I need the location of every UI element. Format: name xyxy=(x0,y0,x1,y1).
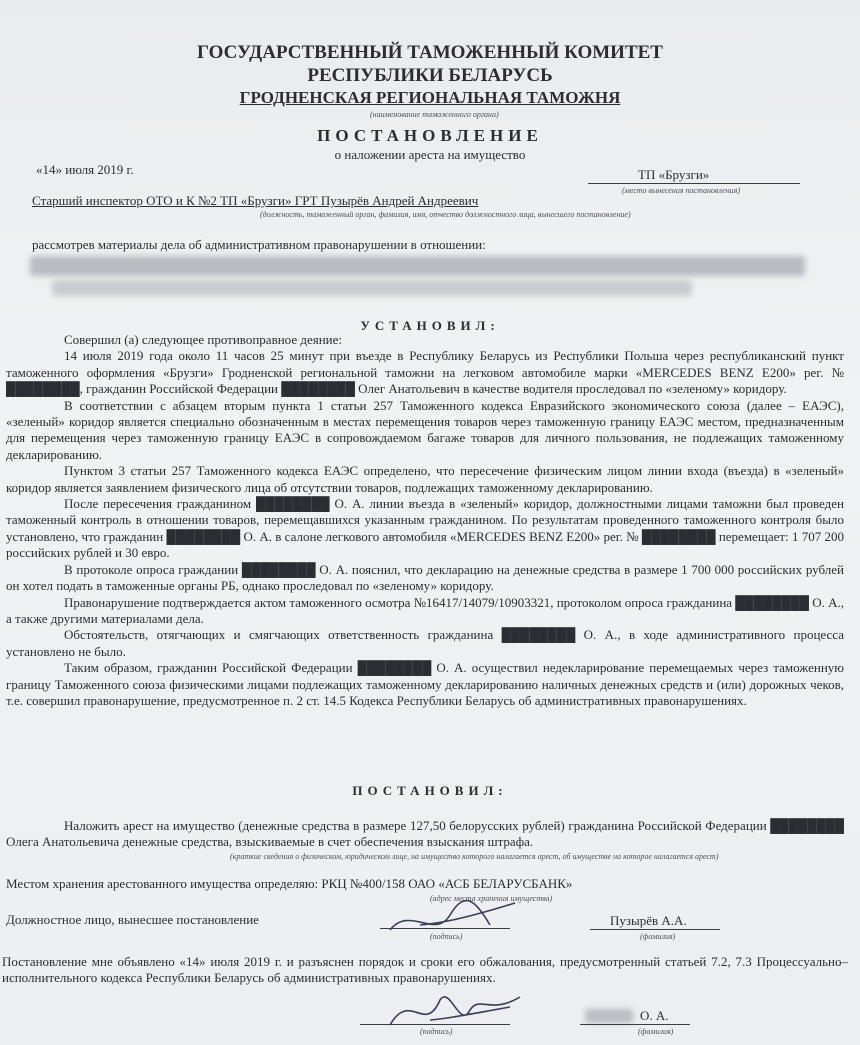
paragraph-article-257: Пунктом 3 статьи 257 Таможенного кодекса ЕАЭС определено, что пересечение физическим лицом линии входа (въезда) в «зеленый» коридор является заявлением физического лица об отсутствии товаров, подлежащих таможенному декларированию. xyxy=(6,463,844,495)
recipient-sign-caption: (подпись) xyxy=(420,1027,453,1036)
redacted-name-line xyxy=(30,256,805,276)
signer-sign-caption: (подпись) xyxy=(430,932,463,941)
customs-authority-caption: (наименование таможенного органа) xyxy=(370,110,499,119)
document-place: ТП «Брузги» xyxy=(638,167,710,182)
paragraph-interview: В протоколе опроса граждании ████████ О. А. пояснил, что декларацию на денежные средства в размере 1 700 000 российских рублей он хотел подать в таможенные органы РБ, однако проследовал по «зеленому» коридору. xyxy=(6,561,844,594)
committee-title-line2: РЕСПУБЛИКИ БЕЛАРУСЬ xyxy=(307,65,553,86)
redacted-details-line xyxy=(52,280,692,296)
intro-line: рассмотрев материалы дела об административном правонарушении в отношении: xyxy=(32,237,486,252)
paragraph-evidence: Правонарушение подтверждается актом таможенного осмотра №16417/14079/10903321, протоколом опроса гражданина ████████ О. А., а также другими материалами дела. xyxy=(6,594,845,626)
place-caption: (место вынесения постановления) xyxy=(622,186,740,195)
storage-caption: (адрес места хранения имущества) xyxy=(430,894,553,903)
recipient-name-line xyxy=(580,1024,690,1025)
recipient-name: О. А. xyxy=(640,1008,669,1023)
paragraph-inspection: После пересечения гражданином ████████ О. А. линии въезда в «зеленый» коридор, должностными лицами таможни был проведен таможенный контроль в отношении товаров, перемещавшихся указанным гражданином. По результатам проведенного таможенного контроля было установлено, что гражданин ████████ О. А. в салоне легкового автомобиля «MERCEDES BENZ E200» рег. № ████████ перемещает: 1 707 200 российских рублей и 30 евро. xyxy=(6,496,844,561)
announcement-text: Постановление мне объявлено «14» июля 2019 г. и разъяснен порядок и сроки его обжалования, предусмотренный статьей 7.2, 7.3 Процессуально–исполнительного кодекса Республики Беларусь об административных правонарушениях. xyxy=(2,954,848,986)
official-line: Старший инспектор ОТО и К №2 ТП «Брузги» ГРТ Пузырёв Андрей Андреевич xyxy=(32,193,479,208)
document-subtitle: о наложении ареста на имущество xyxy=(334,147,526,162)
paragraph-event: 14 июля 2019 года около 11 часов 25 минут при въезде в Республику Беларусь из Республики Польша через республиканский пункт таможенного оформления «Брузги» Гродненской региональной таможни на легковом автомобиле марки «MERCEDES BENZ E200» рег. № ████████, гражданин Российской Федерации ████████ Олег Анатольевич в качестве водителя проследовал по «зеленому» коридору. xyxy=(6,348,844,397)
recipient-redacted-surname xyxy=(585,1009,633,1023)
signer-name-line xyxy=(590,929,720,930)
paragraph-intro: Совершил (а) следующее противоправное деяние: xyxy=(64,332,343,347)
signer-name: Пузырёв А.А. xyxy=(610,913,687,928)
document-title: ПОСТАНОВЛЕНИЕ xyxy=(317,126,543,145)
decision-text: Наложить арест на имущество (денежные средства в размере 127,50 белорусских рублей) гражданина Российской Федерации ████████ Олега Анатольевича денежные средства, взыскиваемые в счет обеспечения взыскания штрафа. xyxy=(6,818,844,850)
paragraph-green-corridor: В соответствии с абзацем вторым пункта 1 статьи 257 Таможенного кодекса Евразийского экономического союза (далее – ЕАЭС), «зеленый» коридор является специально обозначенным в местах перемещения товаров через таможенную границу ЕАЭС местом, предназначенным для перемещения через таможенную границу ЕАЭС в сопровождаемом багаже товаров для личного пользования, не подлежащих таможенному декларированию. xyxy=(6,397,844,462)
recipient-name-caption: (фамилия) xyxy=(638,1027,674,1036)
recipient-sign-line xyxy=(360,1024,510,1025)
paragraph-conclusion: Таким образом, гражданин Российской Федерации ████████ О. А. осуществил недекларирование перемещаемых через таможенную границу Таможенного союза физическими лицами подлежащих таможенному декларированию наличных денежных средств и (или) дорожных чеков, т.е. совершил правонарушение, предусмотренное п. 2 ст. 14.5 Кодекса Республики Беларусь об административных правонарушениях. xyxy=(6,660,844,708)
section-decided-heading: ПОСТАНОВИЛ: xyxy=(352,783,508,798)
signer-name-caption: (фамилия) xyxy=(640,932,676,941)
section-established-heading: УСТАНОВИЛ: xyxy=(360,318,500,333)
storage-line: Местом хранения арестованного имущества определяю: РКЦ №400/158 ОАО «АСБ БЕЛАРУСБАНК» xyxy=(6,876,573,891)
signer-signature-image xyxy=(380,895,520,950)
signer-label: Должностное лицо, вынесшее постановление xyxy=(6,912,259,927)
committee-title-line1: ГОСУДАРСТВЕННЫЙ ТАМОЖЕННЫЙ КОМИТЕТ xyxy=(197,42,663,63)
facts-block xyxy=(6,332,844,709)
official-caption: (должность, таможенный орган, фамилия, имя, отчество должностного лица, вынесшего постановление) xyxy=(260,210,631,219)
customs-authority-name: ГРОДНЕНСКАЯ РЕГИОНАЛЬНАЯ ТАМОЖНЯ xyxy=(239,88,621,107)
decision-caption: (краткие сведения о физическом, юридическом лице, на имущество которого налагается арест, об имуществе на которое налагается арест) xyxy=(230,852,719,861)
document-date: «14» июля 2019 г. xyxy=(36,162,134,177)
recipient-signature-image xyxy=(370,985,530,1045)
paragraph-circumstances: Обстоятельств, отягчающих и смягчающих ответственность гражданина ████████ О. А., в ходе административного процесса установлено не было. xyxy=(6,627,844,659)
place-underline xyxy=(588,183,800,184)
